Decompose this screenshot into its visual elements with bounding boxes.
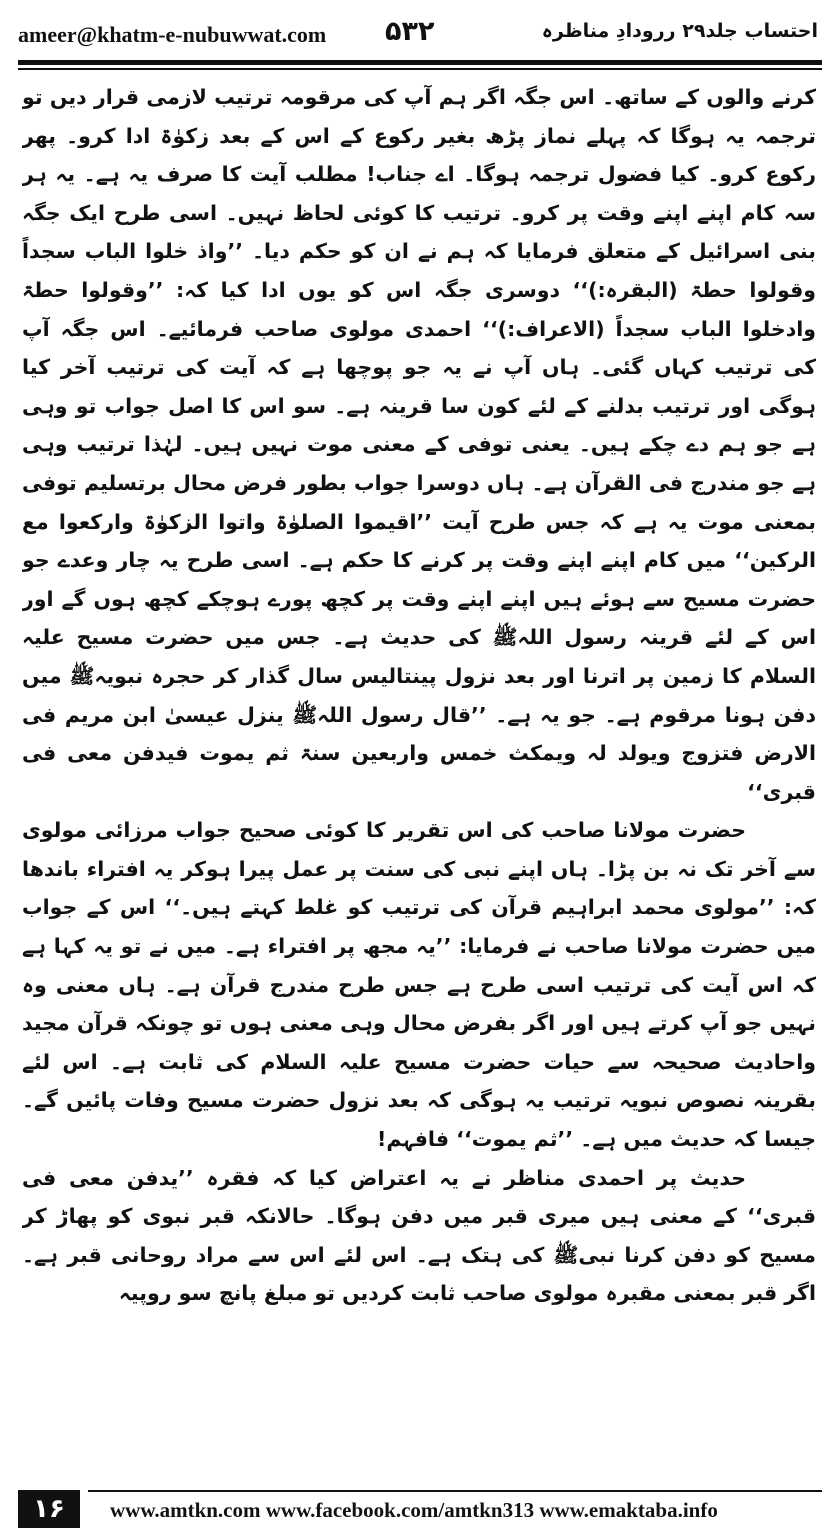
header-email: ameer@khatm-e-nubuwwat.com — [18, 22, 327, 47]
page-body — [22, 78, 816, 1478]
paragraph-2: حضرت مولانا صاحب کی اس تقریر کا کوئی صحیح جواب مرزائی مولوی سے آخر تک نہ بن پڑا۔ ہاں اپنے نبی کی سنت پر عمل پیرا ہوکر یہ افتراء باندھا کہ: ’’مولوی محمد ابراہیم قرآن کی ترتیب کو غلط کہتے ہیں۔‘‘ اس کے جواب میں حضرت مولانا صاحب نے فرمایا: ’’یہ مجھ پر افتراء ہے۔ میں نے تو یہ کہا ہے کہ اس آیت کی ترتیب اسی طرح ہے جس طرح مندرج قرآن ہے۔ ہاں معنی وہ نہیں جو آپ کرتے ہیں اور اگر بفرض محال وہی معنی ہوں تو چونکہ قرآن مجید واحادیث صحیحہ سے حیات حضرت مسیح علیہ السلام کی ثابت ہے۔ اس لئے بقرینہ نصوص نبویہ ترتیب یہ ہوگی کہ بعد نزول حضرت مسیح وفات پائیں گے۔ جیسا کہ حدیث میں ہے۔ ’’ثم یموت‘‘ فافہم! — [22, 818, 816, 1152]
paragraph-3: حدیث پر احمدی مناظر نے یہ اعتراض کیا کہ فقرہ ’’یدفن معی فی قبری‘‘ کے معنی ہیں میری قبر میں دفن ہوگا۔ حالانکہ قبر نبوی کو پھاڑ کر مسیح کو دفن کرنا نبیﷺ کی ہتک ہے۔ اس لئے اس سے مراد روحانی قبر ہے۔ اگر قبر بمعنی مقبرہ مولوی صاحب ثابت کردیں تو مبلغ پانچ سو روپیہ — [22, 1165, 816, 1306]
page-header — [0, 0, 840, 58]
book-title: احتساب جلد۲۹ ررودادِ مناظرہ — [541, 20, 818, 42]
page-footer — [18, 1484, 822, 1534]
page-number: ۵۳۲ — [385, 16, 435, 47]
header-rule — [18, 60, 822, 70]
footer-rule — [88, 1490, 822, 1492]
paragraph-1: کرنے والوں کے ساتھ۔ اس جگہ اگر ہم آپ کی مرقومہ ترتیب لازمی قرار دیں تو ترجمہ یہ ہوگا کہ پہلے نماز پڑھ بغیر رکوع کے اس کے بعد زکوٰۃ ادا کرو۔ پھر رکوع کرو۔ کیا فضول ترجمہ ہوگا۔ اے جناب! مطلب آیت کا صرف یہ ہے۔ یہ ہر سہ کام اپنے اپنے وقت پر کرو۔ ترتیب کا کوئی لحاظ نہیں۔ اسی طرح ایک جگہ بنی اسرائیل کے متعلق فرمایا کہ ہم نے ان کو حکم دیا۔ ’’واذ خلوا الباب سجداً وقولوا حطۃ (البقرہ:)‘‘ دوسری جگہ اس کو یوں ادا کیا کہ: ’’وقولوا حطۃ وادخلوا الباب سجداً (الاعراف:)‘‘ احمدی مولوی صاحب فرمائیے۔ اس جگہ آپ کی ترتیب کہاں گئی۔ ہاں آپ نے یہ جو پوچھا ہے کہ آیت کی ترتیب آخر کیا ہوگی اور ترتیب بدلنے کے لئے کون سا قرینہ ہے۔ سو اس کا اصل جواب تو وہی ہے جو ہم دے چکے ہیں۔ یعنی توفی کے معنی موت نہیں ہیں۔ لہٰذا ترتیب وہی ہے جو مندرج فی القرآن ہے۔ ہاں دوسرا جواب بطور فرض محال برتسلیم توفی بمعنی موت یہ ہے کہ جس طرح آیت ’’اقیموا الصلوٰۃ واتوا الزکوٰۃ وارکعوا مع الرکین‘‘ میں کام اپنے اپنے وقت پر کرنے کا حکم ہے۔ اسی طرح یہ چار وعدے جو حضرت مسیح سے ہوئے ہیں اپنے اپنے وقت پر کچھ پورے ہوچکے کچھ ہوں گے اور اس کے لئے قرینہ رسول اللہﷺ کی حدیث ہے۔ جس میں حضرت مسیح علیہ السلام کا زمین پر اترنا اور بعد نزول پینتالیس سال گذار کر حجرہ نبویہﷺ میں دفن ہونا مرقوم ہے۔ جو یہ ہے۔ ’’قال رسول اللہﷺ ینزل عیسیٰ ابن مریم فی الارض فتزوج ویولد لہ ویمکث خمس واربعین سنۃ ثم یموت فیدفن معی فی قبری‘‘ — [22, 85, 816, 804]
folio-number: ۱۶ — [18, 1490, 80, 1528]
footer-links: www.amtkn.com www.facebook.com/amtkn313 www.emaktaba.info — [110, 1498, 718, 1522]
